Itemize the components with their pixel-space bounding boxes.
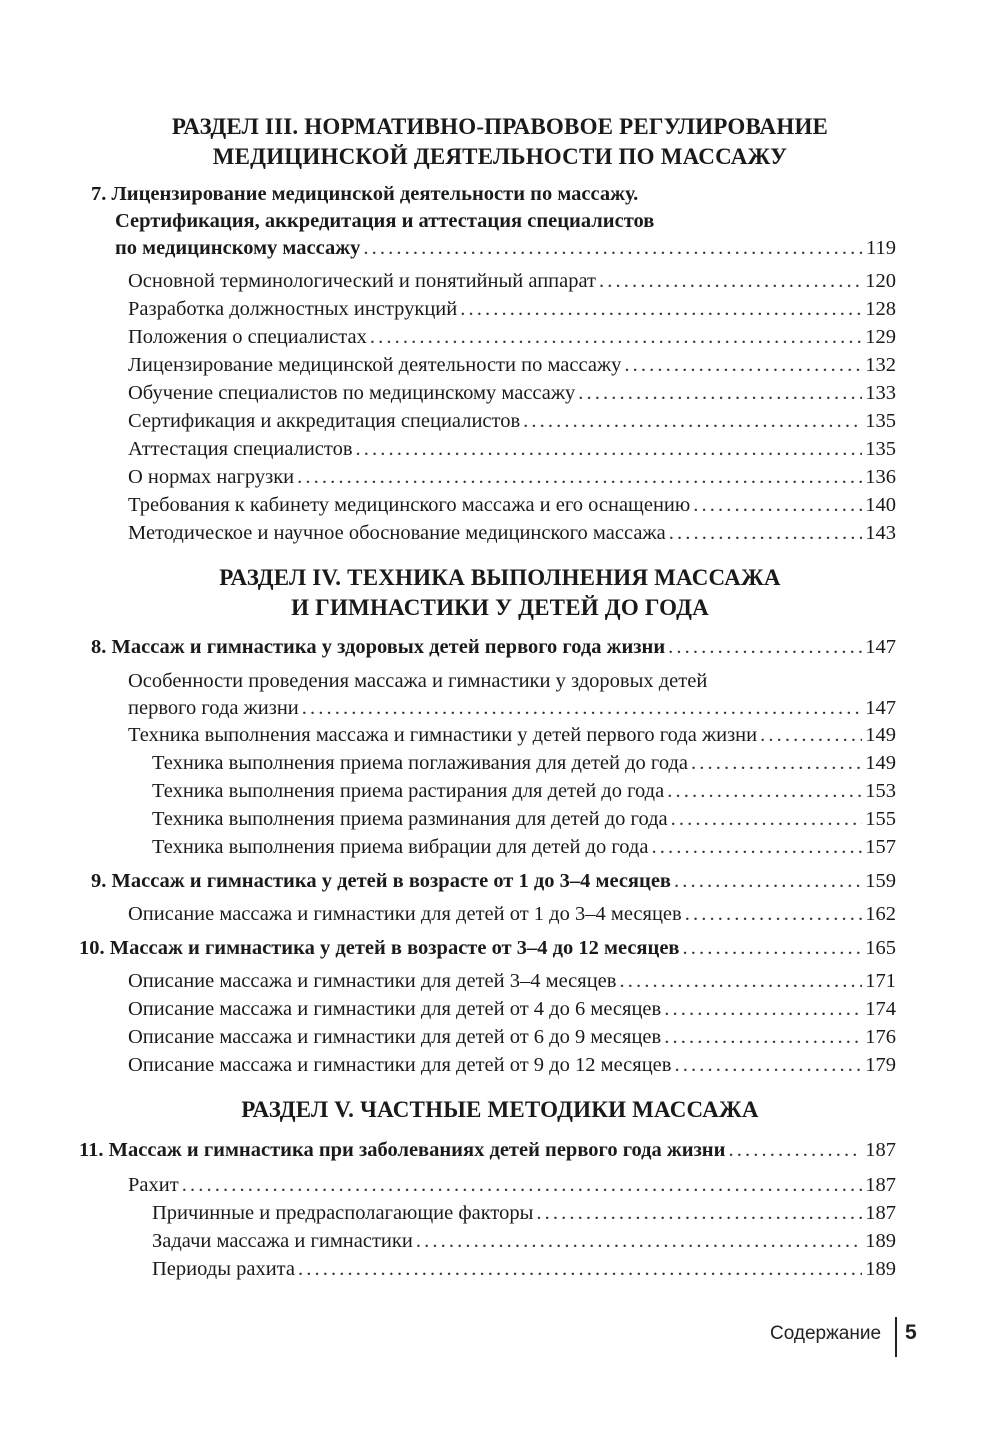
dot-leader [536, 1199, 862, 1227]
toc-entry[interactable] [128, 407, 896, 435]
dot-leader [599, 267, 862, 295]
toc-entry-label: Рахит [128, 1174, 179, 1196]
toc-subentry[interactable] [152, 833, 896, 861]
toc-page-number: 147 [865, 636, 896, 658]
toc-page-number: 187 [865, 1174, 896, 1196]
toc-entry-label: Разработка должностных инструкций [128, 298, 458, 320]
toc-entry-chapter-9[interactable] [91, 867, 896, 895]
toc-page-number: 176 [865, 1026, 896, 1048]
toc-page-number: 133 [865, 382, 896, 404]
chapter-7-title-line2: Сертификация, аккредитация и аттестация специалистов [115, 210, 655, 232]
toc-page-number: 149 [865, 752, 896, 774]
toc-subentry[interactable] [152, 1227, 896, 1255]
toc-entry-chapter-10[interactable] [79, 934, 896, 962]
toc-page-number: 157 [865, 836, 896, 858]
dot-leader [356, 435, 863, 463]
dot-leader [416, 1227, 862, 1255]
toc-subentry[interactable] [152, 777, 896, 805]
dot-leader [619, 967, 862, 995]
toc-entry-label: Описание массажа и гимнастики для детей от 6 до 9 месяцев [128, 1026, 662, 1048]
toc-entry[interactable] [128, 295, 896, 323]
dot-leader [728, 1136, 862, 1164]
toc-entry-label: первого года жизни [128, 697, 299, 719]
toc-entry[interactable] [128, 967, 896, 995]
toc-page-number: 129 [865, 326, 896, 348]
toc-entry-label: Аттестация специалистов [128, 438, 353, 460]
chapter-7-title-line1: 7. Лицензирование медицинской деятельности по массажу. [91, 183, 639, 205]
dot-leader [693, 491, 862, 519]
toc-entry-label: Описание массажа и гимнастики для детей от 4 до 6 месяцев [128, 998, 662, 1020]
toc-page-number: 189 [865, 1258, 896, 1280]
dot-leader [297, 463, 862, 491]
dot-leader [651, 833, 862, 861]
toc-entry-label: Описание массажа и гимнастики для детей 3–4 месяцев [128, 970, 617, 992]
toc-entry-label: Техника выполнения приема вибрации для детей до года [152, 836, 649, 858]
toc-page-number: 147 [865, 697, 896, 719]
toc-page-number: 179 [865, 1054, 896, 1076]
dot-leader [182, 1171, 863, 1199]
toc-entry-label: по медицинскому массажу [115, 237, 361, 259]
toc-entry-label: 8. Массаж и гимнастика у здоровых детей первого года жизни [91, 636, 666, 658]
dot-leader [674, 867, 862, 895]
toc-entry-label: Сертификация и аккредитация специалистов [128, 410, 521, 432]
dot-leader [302, 694, 862, 722]
toc-entry-label: Основной терминологический и понятийный аппарат [128, 270, 597, 292]
toc-entry-chapter-7[interactable] [115, 234, 896, 262]
toc-entry-label: 10. Массаж и гимнастика у детей в возрасте от 3–4 до 12 месяцев [79, 937, 680, 959]
section-title-3-line2: МЕДИЦИНСКОЙ ДЕЯТЕЛЬНОСТИ ПО МАССАЖУ [212, 144, 788, 169]
toc-subentry[interactable] [152, 1199, 896, 1227]
toc-entry[interactable] [128, 491, 896, 519]
dot-leader [370, 323, 862, 351]
dot-leader [671, 805, 863, 833]
toc-page-number: 171 [865, 970, 896, 992]
toc-page-number: 165 [865, 937, 896, 959]
toc-page-number: 132 [865, 354, 896, 376]
toc-page-number: 187 [865, 1139, 896, 1161]
toc-entry-label: Лицензирование медицинской деятельности по массажу [128, 354, 622, 376]
toc-page-number: 162 [865, 903, 896, 925]
toc-entry[interactable] [128, 694, 896, 722]
dot-leader [624, 351, 862, 379]
dot-leader [668, 633, 862, 661]
dot-leader [760, 721, 862, 749]
dot-leader [460, 295, 862, 323]
toc-entry[interactable] [128, 463, 896, 491]
toc-page-number: 120 [865, 270, 896, 292]
toc-entry-label: Причинные и предрасполагающие факторы [152, 1202, 534, 1224]
toc-page-number: 135 [865, 410, 896, 432]
toc-page-number: 153 [865, 780, 896, 802]
toc-entry-chapter-8[interactable] [91, 633, 896, 661]
toc-entry-label: Методическое и научное обоснование медицинского массажа [128, 522, 666, 544]
toc-entry[interactable] [128, 267, 896, 295]
toc-page-number: 128 [865, 298, 896, 320]
dot-leader [667, 777, 862, 805]
toc-entry[interactable] [128, 900, 896, 928]
toc-entry-label: О нормах нагрузки [128, 466, 295, 488]
toc-page-number: 155 [865, 808, 896, 830]
dot-leader [691, 749, 862, 777]
dot-leader [685, 900, 863, 928]
toc-entry[interactable] [128, 435, 896, 463]
dot-leader [664, 995, 862, 1023]
section-title-4-line2: И ГИМНАСТИКИ У ДЕТЕЙ ДО ГОДА [291, 595, 709, 620]
toc-page-number: 140 [865, 494, 896, 516]
toc-entry[interactable] [128, 323, 896, 351]
dot-leader [664, 1023, 862, 1051]
dot-leader [578, 379, 862, 407]
toc-subentry[interactable] [152, 805, 896, 833]
toc-page-number: 159 [865, 870, 896, 892]
toc-page-number: 174 [865, 998, 896, 1020]
toc-entry[interactable] [128, 1171, 896, 1199]
toc-entry-label: Техника выполнения приема разминания для детей до года [152, 808, 668, 830]
toc-entry[interactable] [128, 721, 896, 749]
toc-entry[interactable] [128, 519, 896, 547]
toc-subentry[interactable] [152, 1255, 896, 1283]
toc-entry-label: Техника выполнения приема растирания для детей до года [152, 780, 665, 802]
toc-entry[interactable] [128, 351, 896, 379]
running-footer-label: Содержание [770, 1323, 882, 1344]
section-title-5: РАЗДЕЛ V. ЧАСТНЫЕ МЕТОДИКИ МАССАЖА [241, 1097, 759, 1122]
toc-entry-label: Описание массажа и гимнастики для детей от 1 до 3–4 месяцев [128, 903, 682, 925]
toc-page-number: 136 [865, 466, 896, 488]
footer-divider [895, 1317, 897, 1357]
toc-entry[interactable] [128, 1023, 896, 1051]
toc-page-number: 143 [865, 522, 896, 544]
toc-page-number: 189 [865, 1230, 896, 1252]
toc-entry-label: Техника выполнения приема поглаживания для детей до года [152, 752, 689, 774]
toc-entry-label: 9. Массаж и гимнастика у детей в возрасте от 1 до 3–4 месяцев [91, 870, 671, 892]
toc-entry-label-line1: Особенности проведения массажа и гимнастики у здоровых детей [128, 670, 708, 692]
toc-entry-label: Требования к кабинету медицинского массажа и его оснащению [128, 494, 691, 516]
toc-entry[interactable] [128, 379, 896, 407]
toc-entry-label: 11. Массаж и гимнастика при заболеваниях детей первого года жизни [79, 1139, 726, 1161]
dot-leader [523, 407, 862, 435]
toc-entry-label: Периоды рахита [152, 1258, 295, 1280]
toc-page-number: 187 [865, 1202, 896, 1224]
toc-entry-label: Задачи массажа и гимнастики [152, 1230, 413, 1252]
page-number: 5 [905, 1321, 917, 1344]
toc-entry[interactable] [128, 995, 896, 1023]
dot-leader [669, 519, 863, 547]
toc-entry-chapter-11[interactable] [79, 1136, 896, 1164]
toc-page-number: 149 [865, 724, 896, 746]
toc-page-number: 135 [865, 438, 896, 460]
toc-entry[interactable] [128, 1051, 896, 1079]
toc-page-number: 119 [866, 237, 896, 259]
toc-entry-label: Положения о специалистах [128, 326, 367, 348]
dot-leader [683, 934, 863, 962]
section-title-4-line1: РАЗДЕЛ IV. ТЕХНИКА ВЫПОЛНЕНИЯ МАССАЖА [219, 565, 781, 590]
dot-leader [363, 234, 863, 262]
toc-entry-label: Описание массажа и гимнастики для детей от 9 до 12 месяцев [128, 1054, 672, 1076]
dot-leader [298, 1255, 862, 1283]
toc-subentry[interactable] [152, 749, 896, 777]
toc-entry-label: Обучение специалистов по медицинскому массажу [128, 382, 576, 404]
section-title-3-line1: РАЗДЕЛ III. НОРМАТИВНО-ПРАВОВОЕ РЕГУЛИРОВАНИЕ [171, 114, 829, 139]
toc-entry-label: Техника выполнения массажа и гимнастики у детей первого года жизни [128, 724, 758, 746]
dot-leader [674, 1051, 862, 1079]
